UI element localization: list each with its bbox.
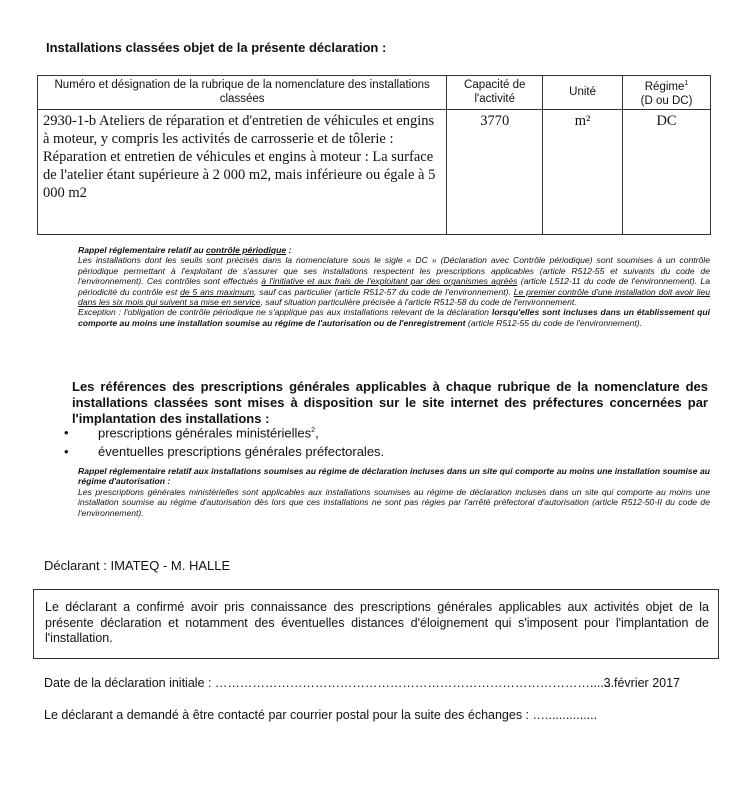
cell-unite: m² xyxy=(543,109,623,234)
declarant-line: Déclarant : IMATEQ - M. HALLE xyxy=(44,558,231,573)
rappel1-heading-link: contrôle périodique xyxy=(206,245,287,255)
rappel2-heading: Rappel réglementaire relatif aux installations soumises au régime de déclaration incluses dans un site qui comporte au moins une installation soumise au régime d'autorisation : xyxy=(78,466,710,487)
rappel1-p1-u3: Le premier contrôle d'une installation doit avoir lieu dans les six mois qui suivent sa mise en service xyxy=(78,286,710,308)
rappel1-p1-b: (article L512-11 du code de l'environnement). La périodicité du contrôle est xyxy=(78,276,710,297)
footnote-ref-1: 1 xyxy=(684,80,689,87)
rappel1-p2-b: (article R512-55 du code de l'environnement). xyxy=(465,317,643,328)
cell-capacite: 3770 xyxy=(447,109,543,234)
references-paragraph: Les références des prescriptions générales applicables à chaque rubrique de la nomenclature des installations classées sont mises à disposition sur le site internet des préfectures concernées par l'implantation des installations : xyxy=(72,379,708,426)
installations-table xyxy=(37,75,711,235)
contact-line: Le déclarant a demandé à être contacté par courrier postal pour la suite des échanges : …............... xyxy=(44,708,598,722)
footnote-ref-2: 2 xyxy=(311,427,316,434)
confirmation-text: Le déclarant a confirmé avoir pris connaissance des prescriptions générales applicables aux activités objet de la présente déclaration et notamment des éventuelles distances d'éloignement qui s'imposent pour l'implantation de l'installation. xyxy=(45,600,709,645)
section-title: Installations classées objet de la présente déclaration : xyxy=(46,40,387,55)
rappel1-p1-c: , sauf cas particulier (article R512-57 du code de l'environnement). xyxy=(254,286,514,297)
rappel1-paragraph-1 xyxy=(78,255,710,307)
header-regime xyxy=(623,76,711,110)
rappel-controle-periodique xyxy=(78,245,710,328)
rappel1-heading-suffix: : xyxy=(286,245,292,255)
list-item xyxy=(64,442,384,461)
bullet-1-suffix: , xyxy=(315,425,319,441)
prescriptions-list xyxy=(64,421,384,461)
header-regime-label: Régime xyxy=(644,80,685,93)
bullet-icon: • xyxy=(64,425,69,441)
rappel2-body: Les prescriptions générales ministérielles sont applicables aux installations soumises au régime de déclaration incluses dans un site qui comporte au moins une installation soumise au régime d'autorisation dès lors que ces installations ne sont pas régies par l'arrêté préfectoral d'autorisation (article R512-50-II du code de l'environnement). xyxy=(78,486,710,518)
table-row xyxy=(38,109,711,234)
date-label: Date de la déclaration initiale : ………………………………………………………………………………....... xyxy=(44,676,615,690)
bullet-1-text: prescriptions générales ministérielles xyxy=(98,425,312,441)
rappel1-p1-u2: de 5 ans maximum xyxy=(180,286,255,297)
bullet-2-text: éventuelles prescriptions générales préfectorales. xyxy=(98,444,385,460)
date-value: 3 février 2017 xyxy=(603,676,680,690)
rappel1-heading-prefix: Rappel réglementaire relatif au xyxy=(78,245,206,255)
rappel-declaration-autorisation xyxy=(78,466,710,518)
rappel1-p1-d: , sauf situation particulière précisée à l'article R512-58 du code de l'environnement. xyxy=(260,297,577,308)
list-item xyxy=(64,421,384,442)
header-capacite: Capacité de l'activité xyxy=(447,76,543,110)
confirmation-box xyxy=(33,589,719,659)
cell-rubrique: 2930-1-b Ateliers de réparation et d'entretien de véhicules et engins à moteur, y compris les activités de carrosserie et de tôlerie : Réparation et entretien de véhicules et engins à moteur : La surface de l'atelier étant supérieure à 2 000 m2, mais inférieure ou égale à 5 000 m2 xyxy=(38,109,447,234)
cell-regime: DC xyxy=(623,109,711,234)
bullet-icon: • xyxy=(64,444,69,460)
date-declaration-line xyxy=(44,676,680,690)
rappel1-p2-a: Exception : l'obligation de contrôle périodique ne s'applique pas aux installations relevant de la déclaration xyxy=(78,307,492,318)
rappel1-heading xyxy=(78,245,710,255)
rappel1-p2-bold: lorsqu'elles sont incluses dans un établissement qui comporte au moins une installation soumise au régime de l'autorisation ou de l'enregistrement xyxy=(78,307,710,328)
rappel1-p1-u1: à l'initiative et aux frais de l'exploitant par des organismes agréés xyxy=(261,276,518,287)
header-rubrique: Numéro et désignation de la rubrique de la nomenclature des installations classées xyxy=(38,76,447,110)
header-regime-sub: (D ou DC) xyxy=(640,94,693,107)
rappel1-paragraph-2 xyxy=(78,307,710,328)
rappel1-p1-a: Les installations dont les seuils sont précisés dans la nomenclature sous le sigle « DC » (Déclaration avec Contrôle périodique) sont soumises à un contrôle périodique permettant à l'exploitant de s'assurer que ses installations respectent les prescriptions applicables (article R512-55 et suivants du code de l'environnement). Ces contrôles sont effectués xyxy=(78,255,710,287)
header-unite: Unité xyxy=(543,76,623,110)
table-header-row xyxy=(38,76,711,110)
